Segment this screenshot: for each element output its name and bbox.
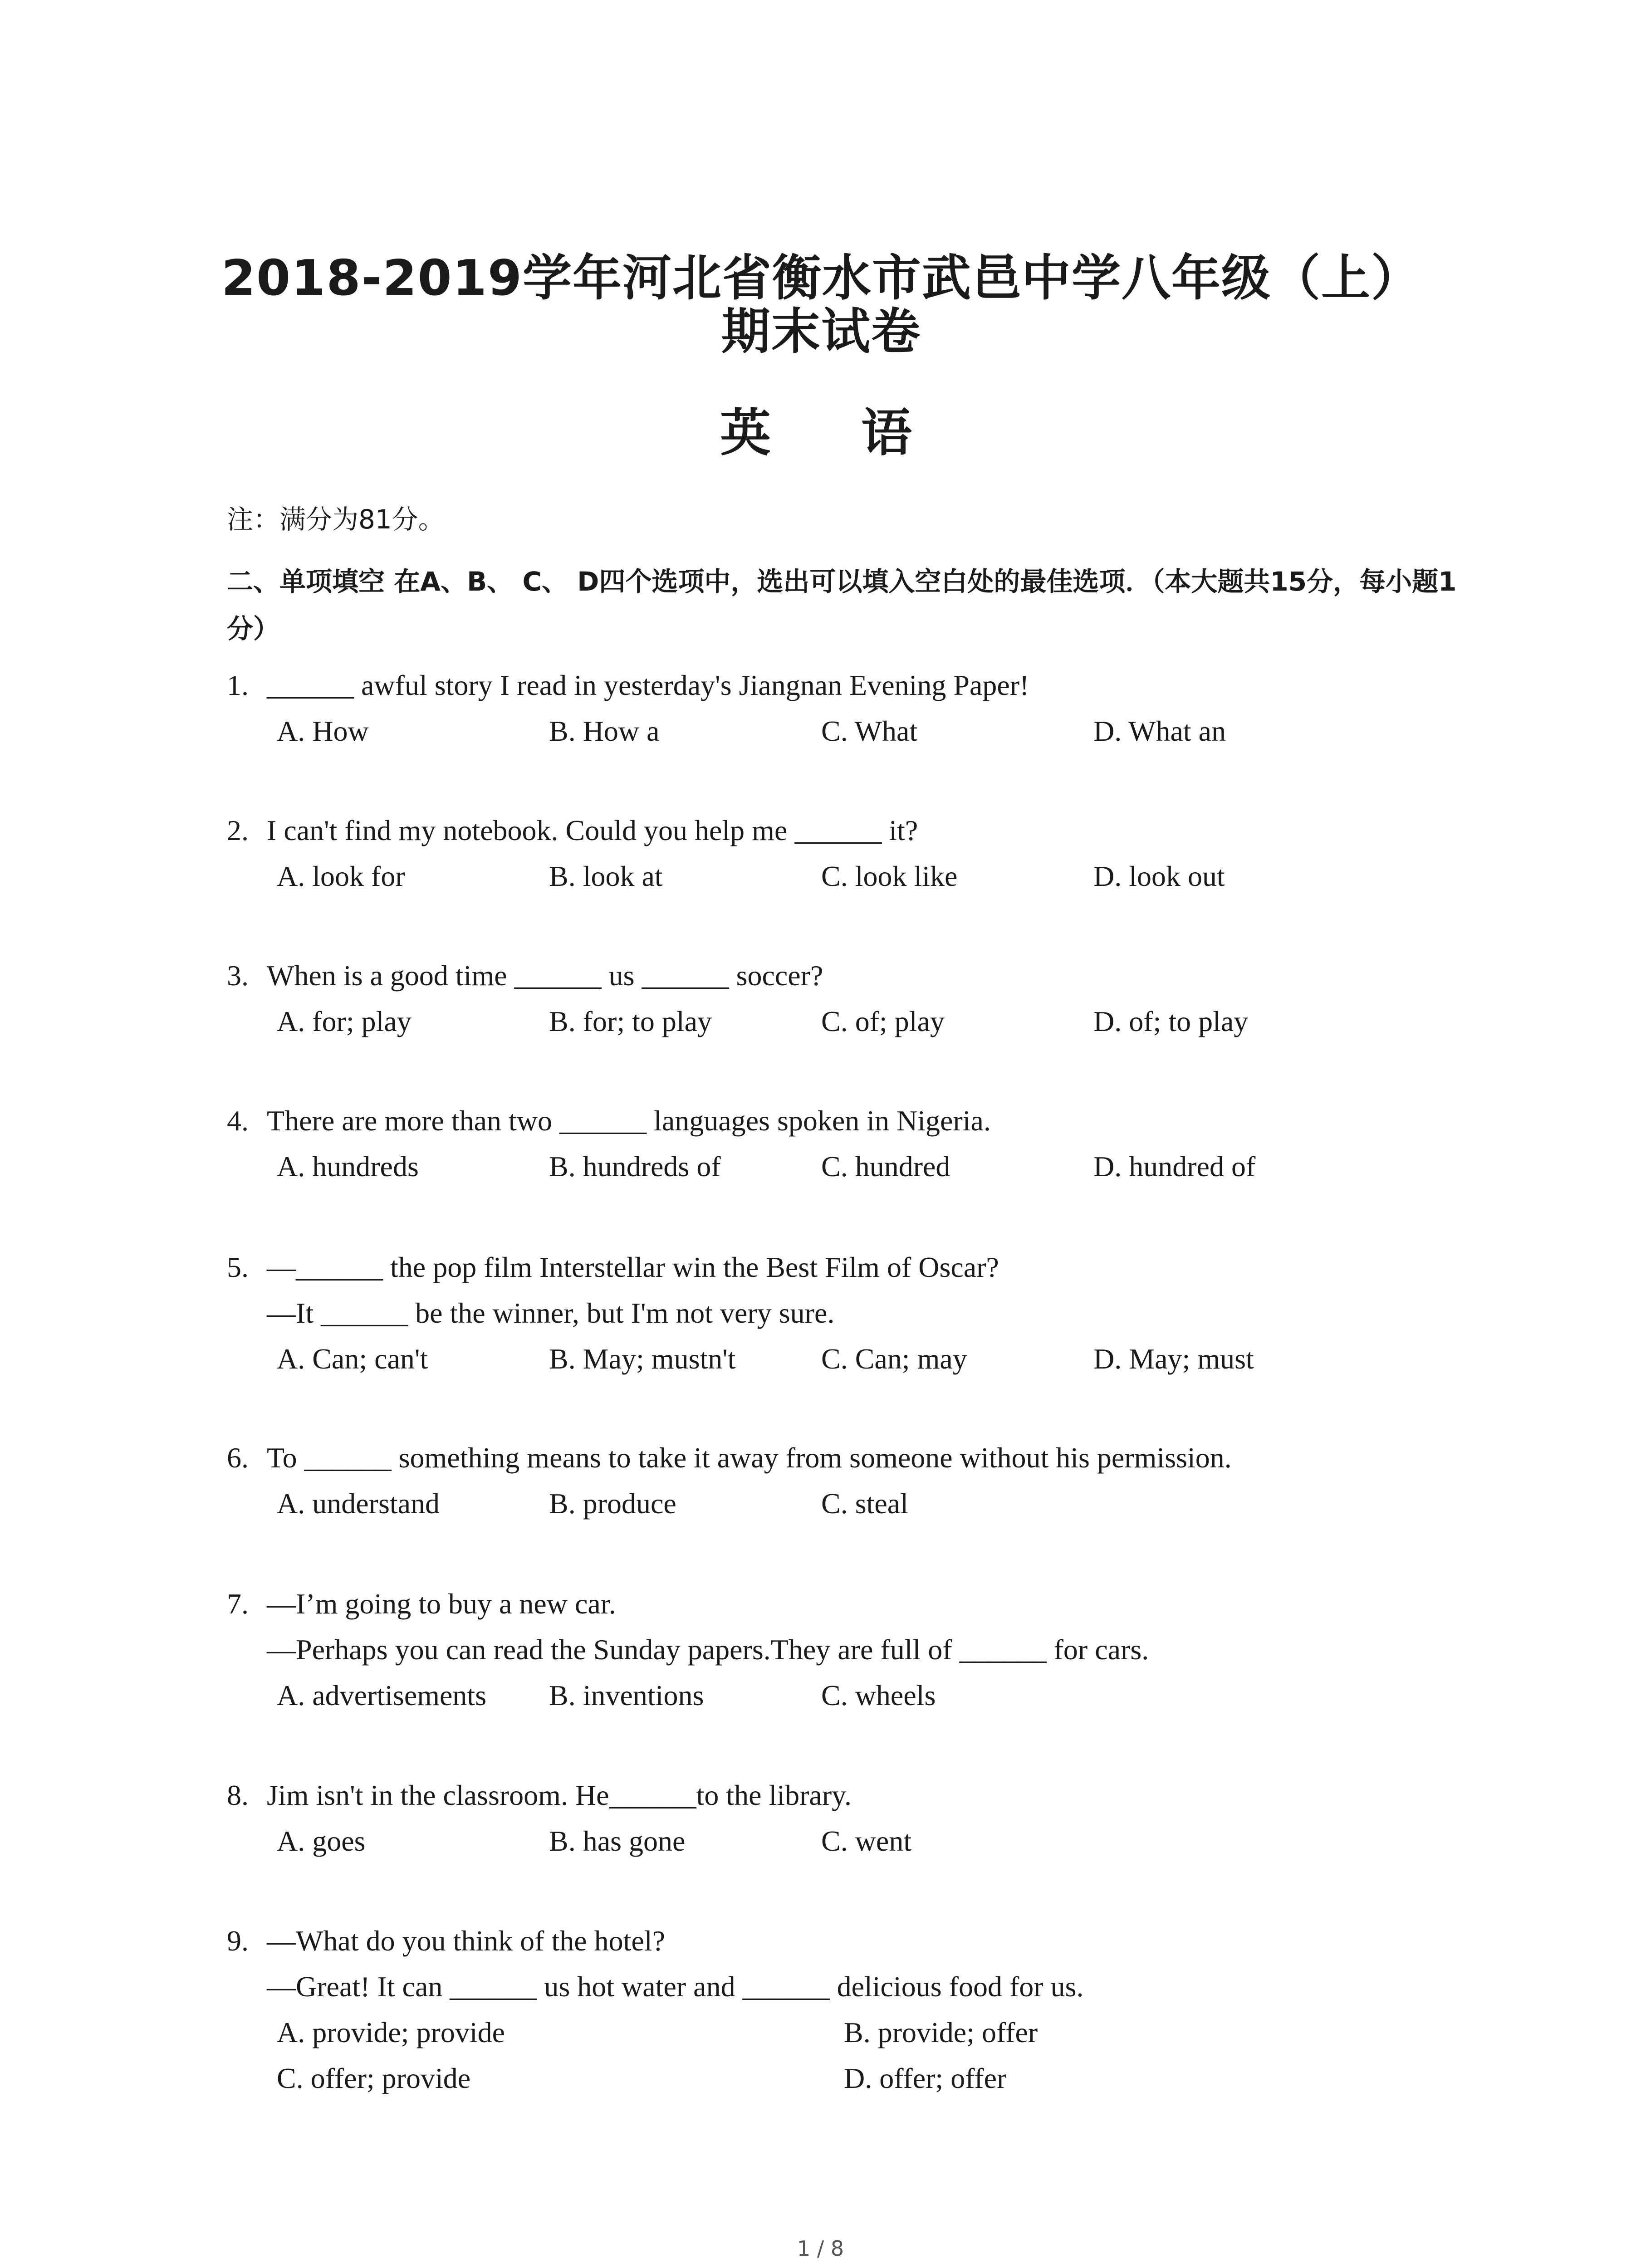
option-b[interactable]: B. hundreds of: [549, 1150, 721, 1183]
question-6: [227, 1435, 1543, 1526]
question-number: 4.: [227, 1105, 249, 1137]
option-d[interactable]: D. look out: [1093, 860, 1225, 892]
question-number: 7.: [227, 1588, 249, 1620]
section-heading: 二、单项填空 在A、B、 C、 D四个选项中，选出可以填入空白处的最佳选项．（本大题共15分，每小题1分）: [227, 566, 1457, 644]
question-5: [227, 1244, 1543, 1382]
question-stem: I can't find my notebook. Could you help me ______ it?: [267, 814, 918, 846]
question-number: 5.: [227, 1251, 249, 1283]
question-9: [227, 1918, 1543, 2101]
question-3: [227, 953, 1543, 1044]
option-row: [227, 998, 1543, 1044]
option-b[interactable]: B. inventions: [549, 1679, 704, 1711]
option-a[interactable]: A. How: [277, 715, 369, 747]
option-d[interactable]: D. May; must: [1093, 1343, 1254, 1375]
option-d[interactable]: D. of; to play: [1093, 1005, 1249, 1037]
option-row: [227, 1672, 1543, 1718]
question-4: [227, 1098, 1543, 1189]
question-stem: ______ awful story I read in yesterday's Jiangnan Evening Paper!: [267, 669, 1029, 701]
option-b[interactable]: B. for; to play: [549, 1005, 712, 1037]
page-number: 1 / 8: [797, 2236, 844, 2261]
option-a[interactable]: A. goes: [277, 1825, 366, 1857]
option-row: [227, 2009, 1543, 2055]
question-number: 2.: [227, 814, 249, 846]
question-stem: To ______ something means to take it away from someone without his permission.: [267, 1442, 1232, 1474]
option-c[interactable]: C. went: [821, 1825, 912, 1857]
question-stem-line-2: —Great! It can ______ us hot water and ______ delicious food for us.: [267, 1970, 1084, 2003]
option-a[interactable]: A. hundreds: [277, 1150, 419, 1183]
exam-title: 2018-2019学年河北省衡水市武邑中学八年级（上）期末试卷: [221, 250, 1421, 360]
option-a[interactable]: A. understand: [277, 1487, 440, 1520]
option-row: [227, 1481, 1543, 1526]
option-c[interactable]: C. look like: [821, 860, 958, 892]
question-number: 8.: [227, 1779, 249, 1811]
option-d[interactable]: D. What an: [1093, 715, 1226, 747]
option-c[interactable]: C. Can; may: [821, 1343, 967, 1375]
option-c[interactable]: C. of; play: [821, 1005, 945, 1037]
option-row: [227, 1818, 1543, 1864]
question-stem: Jim isn't in the classroom. He______to the library.: [267, 1779, 852, 1811]
question-number: 3.: [227, 959, 249, 992]
option-c[interactable]: C. wheels: [821, 1679, 936, 1711]
question-stem: When is a good time ______ us ______ soccer?: [267, 959, 823, 992]
option-a[interactable]: A. provide; provide: [277, 2016, 505, 2048]
option-d[interactable]: D. offer; offer: [844, 2062, 1007, 2094]
question-stem-line-2: —It ______ be the winner, but I'm not very sure.: [267, 1297, 835, 1329]
option-a[interactable]: A. advertisements: [277, 1679, 487, 1711]
option-b[interactable]: B. has gone: [549, 1825, 686, 1857]
question-number: 9.: [227, 1925, 249, 1957]
question-stem: —What do you think of the hotel?: [267, 1925, 666, 1957]
option-a[interactable]: A. for; play: [277, 1005, 411, 1037]
question-stem-line-2: —Perhaps you can read the Sunday papers.They are full of ______ for cars.: [267, 1633, 1149, 1666]
question-number: 6.: [227, 1442, 249, 1474]
option-row: [227, 1144, 1543, 1189]
option-b[interactable]: B. May; mustn't: [549, 1343, 736, 1375]
question-8: [227, 1772, 1543, 1864]
option-a[interactable]: A. Can; can't: [277, 1343, 428, 1375]
option-a[interactable]: A. look for: [277, 860, 405, 892]
option-c[interactable]: C. steal: [821, 1487, 908, 1520]
question-1: [227, 662, 1543, 754]
option-c[interactable]: C. What: [821, 715, 918, 747]
option-b[interactable]: B. provide; offer: [844, 2016, 1038, 2048]
question-stem: —I’m going to buy a new car.: [267, 1588, 616, 1620]
question-number: 1.: [227, 669, 249, 701]
question-7: [227, 1581, 1543, 1718]
option-c[interactable]: C. hundred: [821, 1150, 950, 1183]
option-row: [227, 708, 1543, 754]
option-row: [227, 2055, 1543, 2101]
option-b[interactable]: B. produce: [549, 1487, 676, 1520]
score-note: 注：满分为81分。: [227, 504, 445, 535]
subject-heading: 英 语: [720, 404, 948, 463]
option-c[interactable]: C. offer; provide: [277, 2062, 471, 2094]
question-stem: —______ the pop film Interstellar win the Best Film of Oscar?: [267, 1251, 999, 1283]
option-row: [227, 1336, 1543, 1382]
option-b[interactable]: B. How a: [549, 715, 660, 747]
option-row: [227, 853, 1543, 899]
option-d[interactable]: D. hundred of: [1093, 1150, 1256, 1183]
option-b[interactable]: B. look at: [549, 860, 663, 892]
question-2: [227, 807, 1543, 899]
question-stem: There are more than two ______ languages spoken in Nigeria.: [267, 1105, 991, 1137]
